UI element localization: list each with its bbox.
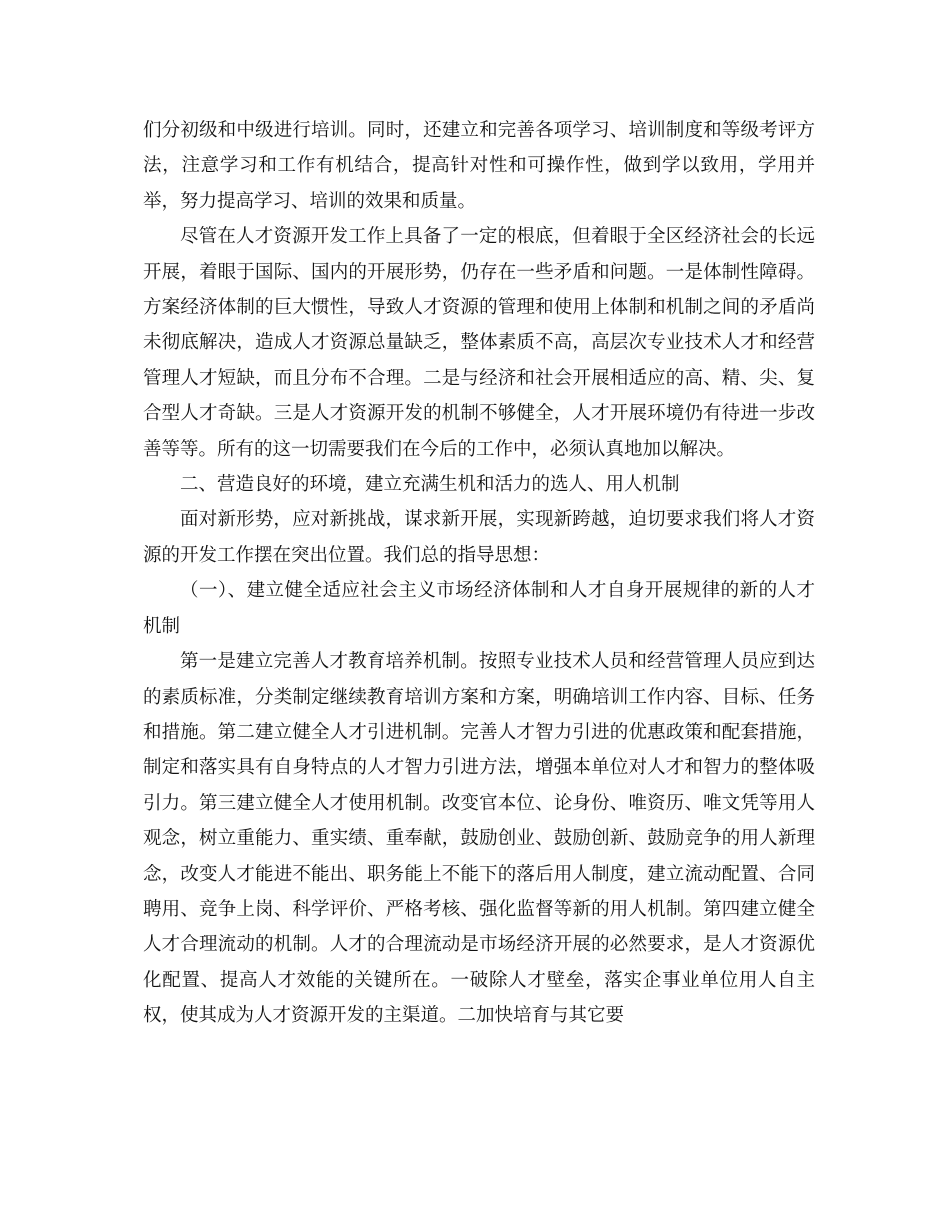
paragraph-problems: 尽管在人才资源开发工作上具备了一定的根底，但着眼于全区经济社会的长远开展，着眼于国际、国内的开展形势，仍存在一些矛盾和问题。一是体制性障碍。方案经济体制的巨大惯性，导致人才资源的管理和使用上体制和机制之间的矛盾尚未彻底解决，造成人才资源总量缺乏，整体素质不高，高层次专业技术人才和经营管理人才短缺，而且分布不合理。二是与经济和社会开展相适应的高、精、尖、复合型人才奇缺。三是人才资源开发的机制不够健全，人才开展环境仍有待进一步改善等等。所有的这一切需要我们在今后的工作中，必须认真地加以解决。	[143, 226, 815, 460]
paragraph-mechanisms: 第一是建立完善人才教育培养机制。按照专业技术人员和经营管理人员应到达的素质标准，分类制定继续教育培训方案和方案，明确培训工作内容、目标、任务和措施。第二建立健全人才引进机制。完善人才智力引进的优惠政策和配套措施，制定和落实具有自身特点的人才智力引进方法，增强本单位对人才和智力的整体吸引力。第三建立健全人才使用机制。改变官本位、论身份、唯资历、唯文凭等用人观念，树立重能力、重实绩、重奉献，鼓励创业、鼓励创新、鼓励竞争的用人新理念，改变人才能进不能出、职务能上不能下的落后用人制度，建立流动配置、合同聘用、竞争上岗、科学评价、严格考核、强化监督等新的用人机制。第四建立健全人才合理流动的机制。人才的合理流动是市场经济开展的必然要求，是人才资源优化配置、提高人才效能的关键所在。一破除人才壁垒，落实企事业单位用人自主权，使其成为人才资源开发的主渠道。二加快培育与其它要	[143, 651, 815, 1027]
subsection-heading-1: （一）、建立健全适应社会主义市场经济体制和人才自身开展规律的新的人才机制	[143, 580, 815, 637]
paragraph-continuation: 们分初级和中级进行培训。同时，还建立和完善各项学习、培训制度和等级考评方法，注意学习和工作有机结合，提高针对性和可操作性，做到学以致用，学用并举，努力提高学习、培训的效果和质量。	[143, 120, 815, 212]
document-body	[143, 113, 815, 1034]
paragraph-guiding-thought: 面对新形势，应对新挑战，谋求新开展，实现新跨越，迫切要求我们将人才资源的开发工作摆在突出位置。我们总的指导思想：	[143, 509, 815, 566]
section-heading-2: 二、营造良好的环境，建立充满生机和活力的选人、用人机制	[180, 474, 680, 496]
